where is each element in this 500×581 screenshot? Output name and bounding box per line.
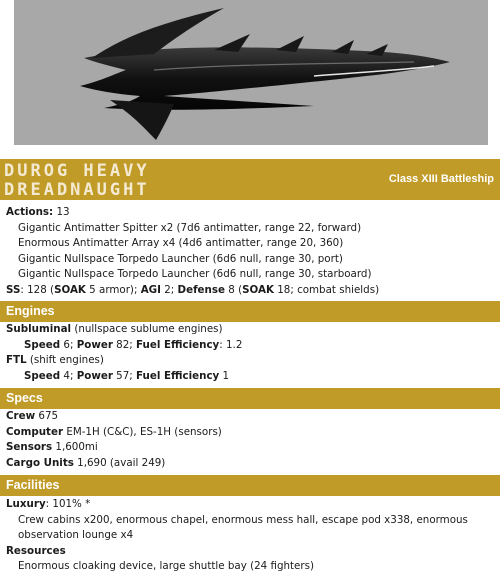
ftl-label: FTL — [6, 354, 27, 366]
luxury-label: Luxury — [6, 498, 46, 510]
luxury-list: Crew cabins x200, enormous chapel, enormous mess hall, escape pod x338, enormous observation lounge x4 — [18, 513, 468, 541]
engines-header — [0, 301, 500, 322]
fuel-value: 1 — [219, 369, 230, 382]
engines-heading: Engines — [6, 304, 55, 318]
subluminal-stats — [6, 338, 496, 354]
subluminal-line — [6, 322, 496, 338]
fuel-value: : 1.2 — [219, 338, 243, 351]
agi-label: AGI — [140, 283, 161, 296]
actions-line — [6, 205, 496, 221]
soak-value: 5 armor); — [85, 283, 141, 296]
action-item: Enormous Antimatter Array x4 (4d6 antimatter, range 20, 360) — [18, 237, 344, 249]
speed-label: Speed — [24, 338, 61, 351]
speed-label: Speed — [24, 369, 61, 382]
ss-value: : 128 ( — [20, 283, 55, 296]
fuel-label: Fuel Efficiency — [136, 338, 220, 351]
facilities-header — [0, 475, 500, 496]
defense-label: Defense — [177, 283, 225, 296]
ftl-desc: (shift engines) — [26, 354, 104, 366]
speed-value: 6; — [60, 338, 77, 351]
agi-value: 2; — [160, 283, 178, 296]
ship-name-line-2: DREADNAUGHT — [4, 180, 150, 200]
cargo-line — [6, 456, 496, 472]
power-value: 57; — [112, 369, 137, 382]
power-value: 82; — [112, 338, 137, 351]
ship-name-line-1: DUROG HEAVY — [4, 161, 150, 181]
shield-soak-value: 18; combat shields) — [273, 283, 380, 296]
ftl-stats — [6, 369, 496, 385]
speed-value: 4; — [60, 369, 77, 382]
facilities-heading: Facilities — [6, 478, 60, 492]
resources-label: Resources — [6, 544, 66, 557]
sensors-line — [6, 440, 496, 456]
engines-section — [6, 322, 496, 384]
ss-label: SS — [6, 283, 21, 296]
luxury-line — [6, 497, 496, 513]
ship-illustration — [14, 0, 488, 145]
action-item: Gigantic Nullspace Torpedo Launcher (6d6 null, range 30, port) — [18, 252, 343, 265]
action-item: Gigantic Nullspace Torpedo Launcher (6d6 null, range 30, starboard) — [18, 268, 372, 280]
subluminal-desc: (nullspace sublume engines) — [71, 323, 223, 335]
computer-line — [6, 425, 496, 441]
power-label: Power — [76, 338, 113, 351]
actions-value: 13 — [56, 206, 70, 218]
crew-value: 675 — [35, 410, 59, 422]
ship-image — [14, 0, 488, 145]
facilities-section — [6, 497, 496, 575]
crew-label: Crew — [6, 410, 36, 422]
ss-line — [6, 283, 496, 299]
sensors-label: Sensors — [6, 441, 53, 453]
ftl-line — [6, 353, 496, 369]
ship-name — [4, 162, 304, 200]
soak-label: SOAK — [54, 283, 86, 296]
crew-line — [6, 409, 496, 425]
luxury-value: : 101% * — [45, 498, 91, 510]
subluminal-label: Subluminal — [6, 323, 72, 335]
specs-header — [0, 388, 500, 409]
specs-section — [6, 409, 496, 471]
power-label: Power — [76, 369, 113, 382]
specs-heading: Specs — [6, 391, 43, 405]
action-item: Gigantic Antimatter Spitter x2 (7d6 antimatter, range 22, forward) — [18, 221, 362, 234]
defense-value: 8 ( — [224, 283, 243, 296]
cargo-label: Cargo Units — [6, 456, 74, 469]
fuel-label: Fuel Efficiency — [136, 369, 220, 382]
computer-value: EM-1H (C&C), ES-1H (sensors) — [63, 425, 222, 438]
title-bar — [0, 159, 500, 200]
ship-class: Class XIII Battleship — [388, 173, 494, 185]
actions-label: Actions: — [6, 206, 54, 218]
sensors-value: 1,600mi — [52, 441, 98, 453]
stats-section — [6, 205, 496, 298]
computer-label: Computer — [6, 425, 64, 438]
shield-soak-label: SOAK — [242, 283, 274, 296]
resources-list: Enormous cloaking device, large shuttle bay (24 fighters) — [18, 560, 315, 572]
cargo-value: 1,690 (avail 249) — [73, 456, 166, 469]
